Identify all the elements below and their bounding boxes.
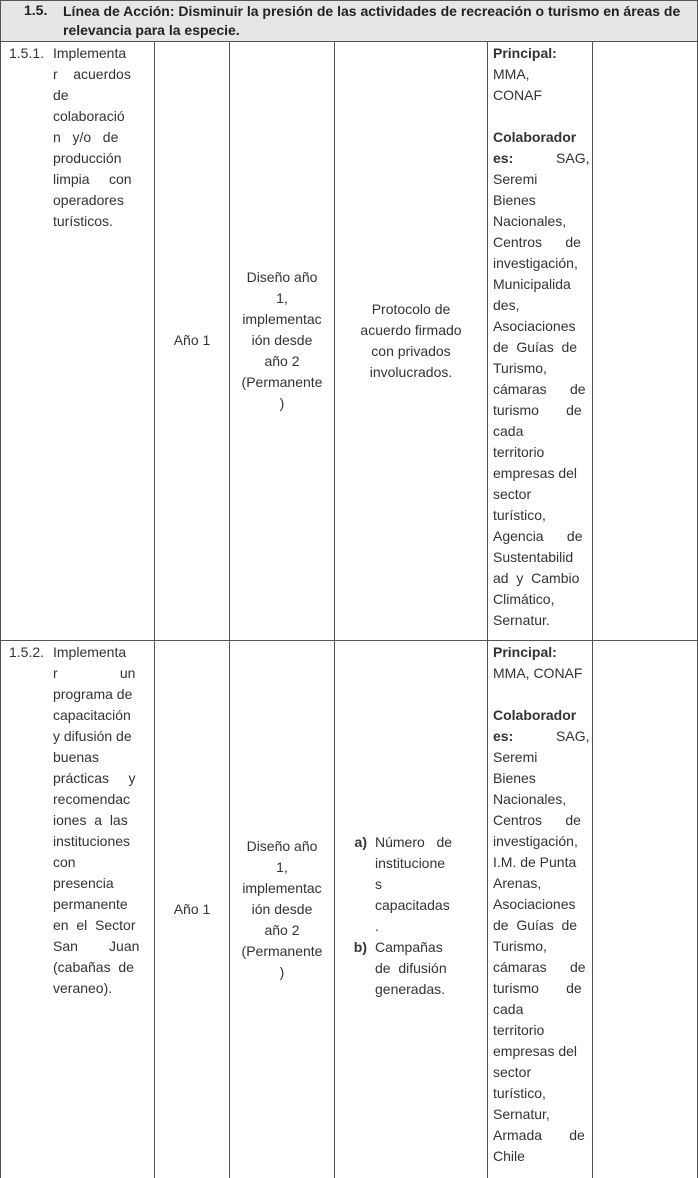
indicator-item-line: Campañas (375, 939, 443, 955)
action-text-line: San Juan (53, 938, 140, 954)
action-text-line: limpia con (53, 171, 132, 187)
action-text (53, 642, 141, 1178)
collaborator-line: empresas del (493, 1043, 578, 1059)
indicator-item-line: . (375, 918, 379, 934)
collaborator-line: Turismo, (493, 360, 547, 376)
collaborator-line: cámaras de (493, 381, 586, 397)
collaborator-line: I.M. de Punta (493, 854, 577, 870)
collaborator-line: Agencia de (493, 528, 583, 544)
collaborator-line: turístico, (493, 1085, 546, 1101)
action-text-line: presencia (53, 875, 114, 891)
action-text-line: turísticos. (53, 213, 113, 229)
action-text-line: permanente (53, 896, 128, 912)
action-cell (0, 640, 155, 1178)
term-text-line: implementac (242, 311, 322, 327)
collaborator-line: Arenas, (493, 875, 542, 891)
indicator-cell (335, 41, 488, 641)
collaborator-line: Nacionales, (493, 213, 567, 229)
collaborator-line: es: SAG, (493, 150, 590, 166)
collaborator-line: de Guías de (493, 339, 578, 355)
term-text-line: año 2 (264, 353, 300, 369)
principal-label: Principal: (493, 45, 557, 61)
collaborator-line: Sustentabilid (493, 549, 574, 565)
collaborator-line: de Guías de (493, 917, 578, 933)
collaborator-line: Chile (493, 1148, 525, 1164)
indicator-item-key: b) (353, 939, 367, 955)
term-text-line: implementac (242, 879, 322, 896)
action-text-line: producción (53, 150, 122, 166)
collaborator-label-suffix: es: (493, 150, 514, 166)
collaborator-line: es: SAG, (493, 728, 590, 744)
action-text-line: prácticas y (53, 770, 136, 786)
collaborator-label-suffix: es: (493, 728, 514, 744)
collaborator-line: territorio (493, 1022, 545, 1038)
action-text-line: veraneo). (53, 980, 113, 996)
collaborator-line: Turismo, (493, 938, 547, 954)
start-text: Año 1 (173, 332, 211, 348)
collaborator-label: Colaborador (493, 707, 577, 723)
action-text (53, 43, 141, 640)
indicator-item (335, 832, 452, 937)
action-text-line: de (53, 87, 69, 103)
action-line-header (0, 0, 698, 42)
action-text-line: colaboració (53, 108, 125, 124)
indicator-item-text (375, 937, 447, 1000)
action-text-line: (cabañas de (53, 959, 134, 975)
action-text-line: Implementa (53, 644, 127, 660)
indicator-item-line: capacitadas (375, 897, 450, 913)
action-text-line: operadores (53, 192, 124, 208)
action-text-line: en el Sector (53, 917, 136, 933)
collaborator-line: Climático, (493, 591, 555, 607)
start-cell (155, 640, 230, 1178)
collaborator-line: cada (493, 423, 524, 439)
collaborator-line: cámaras de (493, 959, 586, 975)
collaborator-line: Municipalida (493, 276, 571, 292)
collaborator-line: Bienes (493, 192, 536, 208)
collaborator-line: investigación, (493, 833, 578, 849)
action-text-line: n y/o de (53, 129, 119, 145)
principal-line: MMA, CONAF (493, 665, 583, 681)
indicator-item-text (375, 832, 452, 937)
responsible-cell (488, 41, 593, 641)
term-text-line: 1, (276, 290, 288, 306)
principal-label: Principal: (493, 644, 557, 660)
term-text-line: (Permanente (241, 374, 323, 390)
indicator-text-line: con privados (371, 342, 451, 359)
term-text-line: 1, (276, 858, 288, 875)
indicator-item-line: s (375, 876, 382, 892)
principal-line: MMA, (493, 66, 530, 82)
term-text-line: año 2 (264, 921, 300, 938)
indicator-cell (335, 640, 488, 1178)
action-line-number: 1.5. (24, 2, 48, 18)
term-text-line: Diseño año (246, 269, 318, 285)
term-cell (230, 41, 335, 641)
collaborator-line: territorio (493, 444, 545, 460)
action-text-line: y difusión de (53, 728, 132, 744)
collaborator-line: des, (493, 297, 520, 313)
action-text-line: instituciones (53, 833, 131, 849)
collaborator-line: empresas del (493, 465, 578, 481)
collaborator-line: turístico, (493, 507, 546, 523)
action-line-title: Línea de Acción: Disminuir la presión de las actividades de recreación o turismo en áreas de relevancia para la especie. (63, 3, 681, 38)
spacer (493, 106, 592, 127)
indicator-item-line: institucione (375, 855, 446, 871)
action-text-line: buenas (53, 749, 99, 765)
collaborator-line: Nacionales, (493, 791, 567, 807)
collaborator-line: Seremi (493, 749, 538, 765)
term-text-line: ) (279, 395, 285, 411)
principal-line: CONAF (493, 87, 542, 103)
action-text-line: capacitación (53, 707, 131, 723)
collaborator-line: investigación, (493, 255, 578, 271)
action-text-line: Implementa (53, 45, 127, 61)
indicator-item-line: generadas. (375, 981, 446, 997)
collaborator-line: ad y Cambio (493, 570, 580, 586)
action-text-line: iones a las (53, 812, 128, 828)
collaborator-line: turismo de (493, 402, 582, 418)
action-text-line: r acuerdos (53, 66, 131, 82)
action-cell (0, 41, 155, 641)
collaborator-line: Seremi (493, 171, 538, 187)
action-text-line: recomendac (53, 791, 131, 807)
collaborator-line: Asociaciones (493, 896, 576, 912)
term-text-line: ión desde (251, 900, 313, 917)
observations-cell (593, 640, 698, 1178)
collaborator-line: turismo de (493, 980, 582, 996)
indicator-text-line: acuerdo firmado (360, 321, 462, 338)
indicator-item-line: de difusión (375, 960, 447, 976)
spacer (493, 684, 592, 705)
responsible-cell (488, 640, 593, 1178)
indicator-text-line: involucrados. (369, 363, 453, 380)
action-text-line: programa de (53, 686, 133, 702)
collaborator-line: sector (493, 1064, 532, 1080)
action-id: 1.5.1. (9, 45, 45, 61)
indicator-item (335, 937, 447, 1000)
collaborator-line: Centros de (493, 812, 581, 828)
collaborator-line: Sernatur, (493, 1106, 550, 1122)
collaborator-line: sector (493, 486, 532, 502)
start-cell (155, 41, 230, 641)
term-text-line: ión desde (251, 332, 313, 348)
indicator-text-line: Protocolo de (371, 300, 451, 317)
term-text-line: ) (279, 963, 285, 980)
action-text-line: r un (53, 665, 136, 681)
indicator-item-line: Número de (375, 834, 453, 850)
start-text: Año 1 (173, 900, 211, 917)
collaborator-label: Colaborador (493, 129, 577, 145)
collaborator-line: Sernatur. (493, 612, 550, 628)
collaborator-line: Centros de (493, 234, 581, 250)
collaborator-line: Asociaciones (493, 318, 576, 334)
action-text-line: con (53, 854, 76, 870)
term-cell (230, 640, 335, 1178)
term-text-line: (Permanente (241, 942, 323, 959)
collaborator-line: cada (493, 1001, 524, 1017)
term-text-line: Diseño año (246, 837, 318, 854)
observations-cell (593, 41, 698, 641)
indicator-item-key: a) (354, 834, 367, 850)
action-id: 1.5.2. (9, 644, 45, 660)
collaborator-line: Armada de (493, 1127, 585, 1143)
collaborator-line: Bienes (493, 770, 536, 786)
